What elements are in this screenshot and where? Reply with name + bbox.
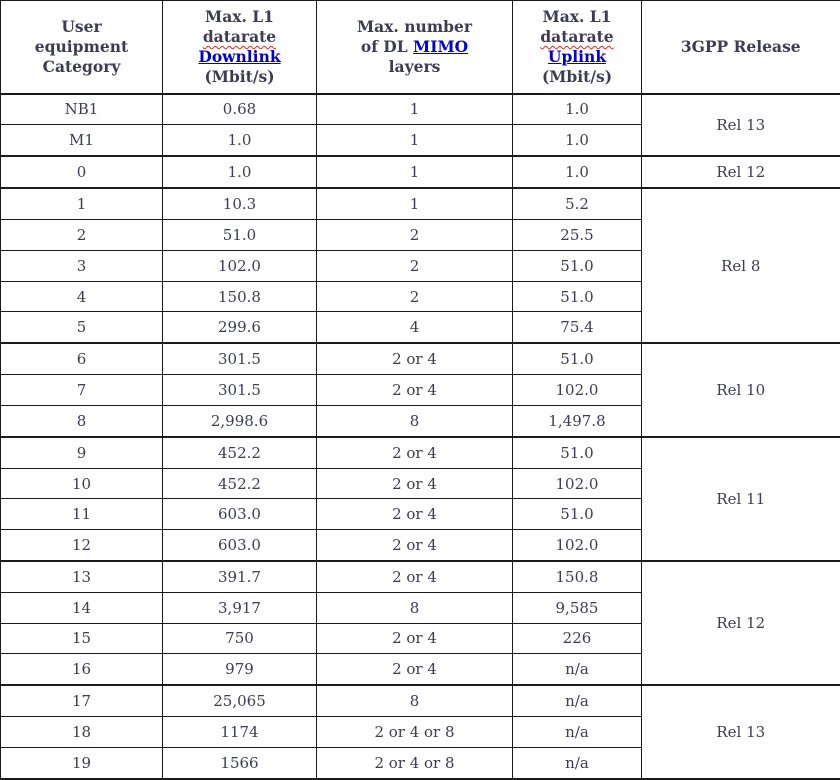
layers-cell: 4	[317, 312, 513, 343]
uplink-cell: 51.0	[513, 343, 642, 374]
mimo-link[interactable]: MIMO	[413, 36, 469, 56]
downlink-cell: 3,917	[163, 592, 317, 623]
table-row	[1, 188, 840, 219]
uplink-link[interactable]: Uplink	[547, 46, 607, 66]
category-cell: 10	[1, 468, 163, 499]
layers-cell: 1	[317, 94, 513, 125]
layers-cell: 8	[317, 592, 513, 623]
layers-cell: 2 or 4	[317, 561, 513, 592]
uplink-cell: n/a	[513, 654, 642, 685]
layers-cell: 2 or 4	[317, 343, 513, 374]
downlink-link[interactable]: Downlink	[198, 46, 281, 66]
layers-cell: 2	[317, 281, 513, 312]
category-cell: 0	[1, 156, 163, 188]
uplink-cell: 1.0	[513, 125, 642, 156]
header-line: Category	[42, 56, 121, 76]
layers-cell: 1	[317, 125, 513, 156]
header-line: User	[61, 16, 102, 36]
release-cell: Rel 12	[642, 561, 840, 685]
header-line: Max. L1	[205, 6, 274, 26]
release-cell: Rel 11	[642, 437, 840, 561]
release-cell: Rel 12	[642, 156, 840, 188]
layers-cell: 2 or 4	[317, 530, 513, 561]
table-row	[1, 94, 840, 125]
col-header-category	[1, 1, 163, 94]
uplink-cell: 75.4	[513, 312, 642, 343]
header-line: equipment	[34, 36, 129, 56]
downlink-cell: 1174	[163, 717, 317, 748]
downlink-cell: 51.0	[163, 220, 317, 251]
table-row	[1, 561, 840, 592]
table-header	[1, 1, 840, 94]
downlink-cell: 452.2	[163, 468, 317, 499]
uplink-cell: 51.0	[513, 499, 642, 530]
uplink-cell: 102.0	[513, 468, 642, 499]
header-line: Max. number	[356, 16, 473, 36]
uplink-cell: 9,585	[513, 592, 642, 623]
release-cell: Rel 13	[642, 685, 840, 779]
downlink-cell: 299.6	[163, 312, 317, 343]
header-unit: (Mbit/s)	[541, 66, 613, 86]
downlink-cell: 25,065	[163, 685, 317, 716]
header-line-prefix: of DL	[360, 36, 408, 56]
uplink-cell: 102.0	[513, 530, 642, 561]
downlink-cell: 452.2	[163, 437, 317, 468]
downlink-cell: 0.68	[163, 94, 317, 125]
downlink-cell: 1566	[163, 747, 317, 779]
layers-cell: 2	[317, 250, 513, 281]
col-header-uplink	[513, 1, 642, 94]
release-cell: Rel 13	[642, 94, 840, 157]
layers-cell: 2 or 4	[317, 499, 513, 530]
category-cell: 6	[1, 343, 163, 374]
layers-cell: 1	[317, 188, 513, 219]
category-cell: 8	[1, 405, 163, 436]
layers-cell: 8	[317, 685, 513, 716]
uplink-cell: 1.0	[513, 156, 642, 188]
layers-cell: 2 or 4	[317, 437, 513, 468]
uplink-cell: 51.0	[513, 281, 642, 312]
downlink-cell: 603.0	[163, 530, 317, 561]
layers-cell: 2 or 4	[317, 623, 513, 654]
col-header-mimo-layers	[317, 1, 513, 94]
uplink-cell: 51.0	[513, 437, 642, 468]
table-body	[1, 94, 840, 780]
downlink-cell: 979	[163, 654, 317, 685]
downlink-cell: 603.0	[163, 499, 317, 530]
uplink-cell: n/a	[513, 717, 642, 748]
uplink-cell: n/a	[513, 685, 642, 716]
downlink-cell: 750	[163, 623, 317, 654]
category-cell: 16	[1, 654, 163, 685]
category-cell: 2	[1, 220, 163, 251]
downlink-cell: 301.5	[163, 375, 317, 406]
uplink-cell: n/a	[513, 747, 642, 779]
category-cell: 3	[1, 250, 163, 281]
uplink-cell: 102.0	[513, 375, 642, 406]
downlink-cell: 102.0	[163, 250, 317, 281]
uplink-cell: 226	[513, 623, 642, 654]
downlink-cell: 391.7	[163, 561, 317, 592]
layers-cell: 2	[317, 220, 513, 251]
category-cell: 13	[1, 561, 163, 592]
category-cell: 1	[1, 188, 163, 219]
category-cell: 17	[1, 685, 163, 716]
layers-cell: 2 or 4	[317, 654, 513, 685]
table-row	[1, 437, 840, 468]
release-cell: Rel 10	[642, 343, 840, 437]
downlink-cell: 10.3	[163, 188, 317, 219]
category-cell: 11	[1, 499, 163, 530]
uplink-cell: 25.5	[513, 220, 642, 251]
layers-cell: 1	[317, 156, 513, 188]
uplink-cell: 150.8	[513, 561, 642, 592]
category-cell: 9	[1, 437, 163, 468]
layers-cell: 2 or 4 or 8	[317, 717, 513, 748]
table-row	[1, 685, 840, 716]
uplink-cell: 51.0	[513, 250, 642, 281]
uplink-cell: 1.0	[513, 94, 642, 125]
downlink-cell: 1.0	[163, 125, 317, 156]
table-row	[1, 343, 840, 374]
downlink-cell: 2,998.6	[163, 405, 317, 436]
category-cell: 12	[1, 530, 163, 561]
layers-cell: 2 or 4 or 8	[317, 747, 513, 779]
header-unit: (Mbit/s)	[204, 66, 275, 86]
category-cell: 5	[1, 312, 163, 343]
uplink-cell: 1,497.8	[513, 405, 642, 436]
uplink-cell: 5.2	[513, 188, 642, 219]
header-misspelled-word: datarate	[202, 26, 277, 46]
col-header-downlink	[163, 1, 317, 94]
header-row	[1, 1, 840, 94]
downlink-cell: 150.8	[163, 281, 317, 312]
downlink-cell: 1.0	[163, 156, 317, 188]
downlink-cell: 301.5	[163, 343, 317, 374]
category-cell: 15	[1, 623, 163, 654]
release-cell: Rel 8	[642, 188, 840, 343]
category-cell: 4	[1, 281, 163, 312]
header-line	[321, 37, 508, 57]
table-row	[1, 156, 840, 188]
col-header-release: 3GPP Release	[642, 1, 840, 94]
category-cell: 19	[1, 747, 163, 779]
category-cell: NB1	[1, 94, 163, 125]
header-line: Max. L1	[542, 6, 612, 26]
layers-cell: 2 or 4	[317, 375, 513, 406]
category-cell: 18	[1, 717, 163, 748]
header-misspelled-word: datarate	[540, 26, 614, 46]
layers-cell: 2 or 4	[317, 468, 513, 499]
category-cell: 7	[1, 375, 163, 406]
category-cell: M1	[1, 125, 163, 156]
header-line: layers	[388, 56, 441, 76]
layers-cell: 8	[317, 405, 513, 436]
category-cell: 14	[1, 592, 163, 623]
